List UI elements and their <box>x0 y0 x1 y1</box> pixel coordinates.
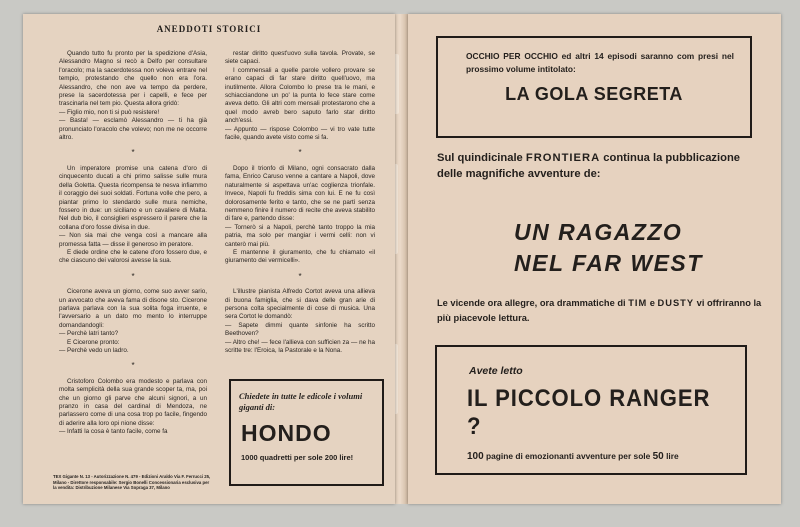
next-volume-box <box>436 36 752 138</box>
story-column-left <box>59 50 207 470</box>
frontiera-name: FRONTIERA <box>525 152 601 164</box>
tim-name: TIM <box>628 298 648 308</box>
story-paragraph: — Sapete dimmi quante sinfonie ha scritto Beethoven? <box>225 321 375 338</box>
ranger-pages: 100 <box>467 451 484 462</box>
story-paragraph: E Cicerone pronto: <box>67 338 120 346</box>
section-star: * <box>298 148 302 158</box>
story-paragraph: I commensali a quelle parole vollero provare se erano capaci di far stare diritto quell'uovo, ma inutilmente. Allora Colombo lo prese tra le mani, e schiacciandone un po' la punta lo fece stare come aveva detto. Gli altri com mensali protestarono che a quel modo avreb bero saputo farlo star diritto anch'essi. <box>225 66 375 125</box>
story-paragraph: restar diritto quest'uovo sulla tavola. Provate, se siete capaci. <box>225 50 375 66</box>
hondo-price: 1000 quadretti per sole 200 lire! <box>241 453 354 462</box>
story-paragraph: — Infatti la cosa è tanto facile, come fa <box>59 428 168 436</box>
story-paragraph: Cristoforo Colombo era modesto e parlava con molta semplicità della sua grande scoper ta, ma, poi che un giorno gli parve che alcuni signori, a un pranzo in casa del cardinal di Mendoza, ne parlassero come di una cosa trop po facile, fingendo di aderire alla loro opi nione disse: <box>59 377 207 427</box>
dusty-name: DUSTY <box>657 298 695 308</box>
ragazzo-title <box>514 217 774 279</box>
ragazzo-line-1: UN RAGAZZO <box>514 219 683 245</box>
story-paragraph: — Appunto — rispose Colombo — vi tro vate tutte facile, quando avete visto come si fa. <box>225 125 375 142</box>
next-volume-text: OCCHIO PER OCCHIO ed altri 14 episodi saranno com presi nel prossimo volume intitolato: <box>466 51 734 74</box>
ranger-pages-text <box>467 451 745 462</box>
story-paragraph: E mantenne il giuramento, che fu chiamato «il giuramento dei vermicelli». <box>225 248 375 265</box>
story-paragraph: — Basta! — esclamò Alessandro — ti ha già pronunciato l'oracolo che volevo; non me ne occorre altro. <box>59 117 207 142</box>
frontiera-text <box>437 150 757 182</box>
ragazzo-line-2: NEL FAR WEST <box>514 250 703 276</box>
story-paragraph: — Non sia mai che venga così a mancare alla promessa fatta — disse il generoso im peratore. <box>59 232 207 248</box>
hondo-advert <box>229 379 384 486</box>
page-header: ANEDDOTI STORICI <box>156 24 262 34</box>
section-star: * <box>298 271 302 281</box>
story-paragraph: Dopo il trionfo di Milano, ogni consacrato dalla fama, Enrico Caruso venne a cantare a Napoli, dove naturalmente si aspettava un'ac coglienza trionfale. Invece, Napoli fu freddis sima con lui. E ne fu così dolorosamente ferito e tanto, che se ne partì senza nemmeno finire il numero di recite che aveva stabilito di fare e, partendo disse: <box>225 164 375 223</box>
next-volume-title: LA GOLA SEGRETA <box>505 84 683 104</box>
vicende-and: e <box>647 298 658 308</box>
frontiera-post: continua la pubblicazione delle magnifiche avventure de: <box>437 152 741 180</box>
section-star: * <box>131 361 135 371</box>
section-star: * <box>131 271 135 281</box>
story-paragraph: E diede ordine che le catene d'oro fossero due, e che ciascuno dei valorosi avesse la sua. <box>59 248 207 265</box>
story-paragraph: L'illustre pianista Alfredo Cortot aveva una allieva di buona famiglia, che si dava delle gran arie di persona colta specialmente di cose di musica. Una sera Cortot le domandò: <box>225 288 375 321</box>
story-paragraph: — Figlio mio, non ti si può resistere! <box>59 108 160 116</box>
ranger-post: lire <box>663 451 679 461</box>
frontiera-pre: Sul quindicinale <box>437 152 526 164</box>
ranger-advert <box>435 345 747 475</box>
ranger-title: IL PICCOLO RANGER ? <box>467 385 711 440</box>
story-paragraph: Quando tutto fu pronto per la spedizione d'Asia, Alessandro Magno si recò a Delfo per consultare l'oracolo; ma la sacerdotessa non voleva entrare nel tempio, protestando che quello non era l'ora. Alessandro, che non ave va tempo da perdere, prese la sacerdotessa per i capelli, e fece per trascinarla nel tem pio. Questa allora gridò: <box>59 50 207 108</box>
ranger-lead: Avete letto <box>469 365 523 377</box>
story-paragraph: — Perchè latri tanto? <box>59 330 119 338</box>
vicende-pre: Le vicende ora allegre, ora drammatiche di <box>437 298 629 308</box>
left-page <box>23 14 395 504</box>
hondo-advert-text: Chiedete in tutte le edicole i volumi giganti di: <box>239 391 363 412</box>
story-paragraph: — Altro che! — fece l'allieva con sufficien za — ne ha scritte tre: l'Eroica, la Pastorale e la Nona. <box>225 338 375 354</box>
hondo-title: HONDO <box>241 420 332 446</box>
right-page <box>408 14 781 504</box>
ranger-price: 50 <box>652 451 664 462</box>
story-paragraph: — Perchè vedo un ladro. <box>59 347 129 354</box>
section-star: * <box>131 148 135 158</box>
vicende-post: vi offriranno la più piacevole lettura. <box>437 298 762 323</box>
imprint-text: TEX Gigante N. 13 - Autorizzazione N. 479 - Edizioni Araldo Via F. Ferrucci 25, Milano - Direttore responsabile: Sergio Bonelli Concessionaria esclusiva per la vendita: Distribuzione Milanese Via Sopraga 37, Milano <box>53 474 211 491</box>
story-column-right <box>225 50 375 370</box>
story-paragraph: Cicerone aveva un giorno, come suo avver sario, un avvocato che aveva fama di disone sto. Cicerone parlava parlava con la sua solita foga irruente, e l'avversario a un dato mo mento lo interruppe domandandogli: <box>59 288 207 329</box>
ranger-mid: pagine di emozionanti avventure per sole <box>483 451 653 461</box>
story-paragraph: Un imperatore promise una catena d'oro di cinquecento ducati a chi primo salisse sulle mura della Goletta. Questa ricompensa te nesva infiammo il coraggio dei suoi soldati. Fortuna volle che pero, a piantar primo lo stendardo sulle mura nemiche, fossero in due: un siciliano e un cavaliere di Malta. Nel dub bio, il consiglieri espressero il parere che la collana d'oro fosse divisa in due. <box>59 164 207 231</box>
vicende-text <box>437 296 767 325</box>
story-paragraph: — Tornerò si a Napoli, perchè tanto troppo la mia patria, ma solo per mangiar i vermi celli: non vi canterò mai più. <box>225 223 375 248</box>
